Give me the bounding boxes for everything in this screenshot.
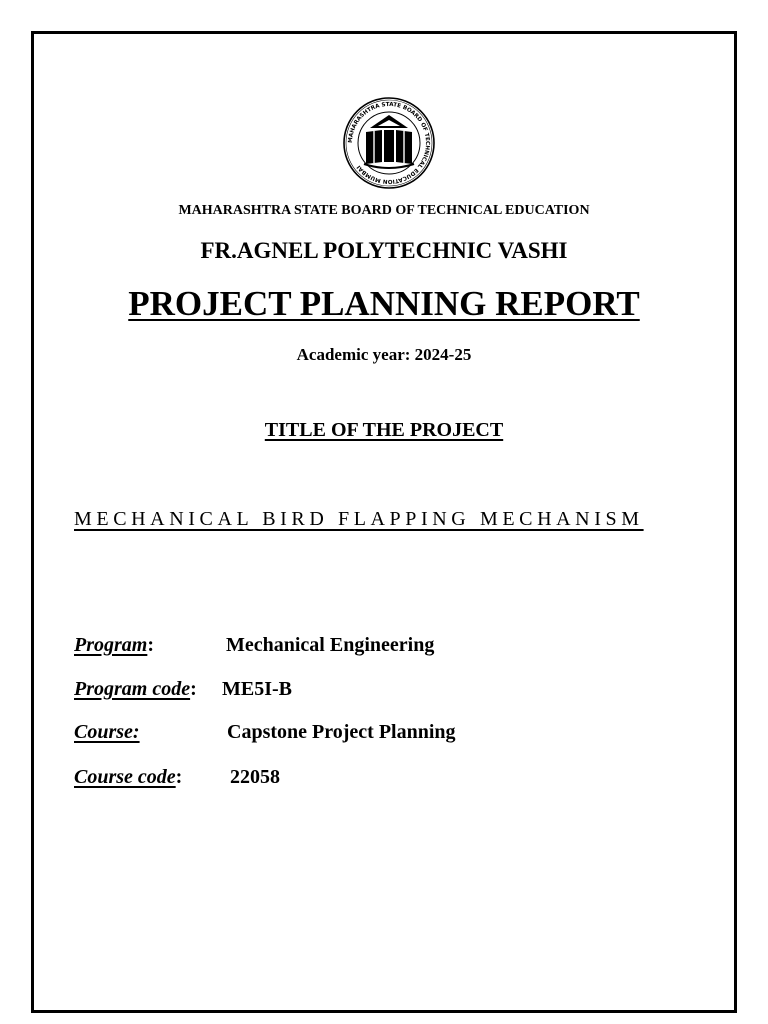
academic-year: Academic year: 2024-25 [296,345,472,364]
program-code-row [74,676,292,702]
project-name: MECHANICAL BIRD FLAPPING MECHANISM [74,508,644,530]
msbte-seal-logo [342,96,436,190]
course-code-row [74,764,280,790]
project-title-heading: TITLE OF THE PROJECT [264,419,504,441]
course-code-colon: : [175,766,183,788]
course-code-value: 22058 [230,766,280,788]
program-label: Program [74,634,148,656]
program-value: Mechanical Engineering [226,634,435,656]
course-row [74,719,456,745]
course-code-label: Course code [74,766,176,788]
program-code-colon: : [190,678,197,700]
program-code-label: Program code [74,678,191,700]
course-label: Course: [74,721,140,743]
program-code-value: ME5I-B [222,678,292,700]
svg-text:MAHARASHTRA STATE BOARD OF TEC: MAHARASHTRA STATE BOARD OF TECHNICAL EDUCATION MUMBAI [347,101,431,185]
institute-name: FR.AGNEL POLYTECHNIC VASHI [200,238,568,263]
board-name: MAHARASHTRA STATE BOARD OF TECHNICAL EDUCATION [178,203,590,218]
program-colon: : [147,634,155,656]
report-title: PROJECT PLANNING REPORT [128,284,640,323]
course-value: Capstone Project Planning [227,721,456,743]
program-row [74,632,435,658]
